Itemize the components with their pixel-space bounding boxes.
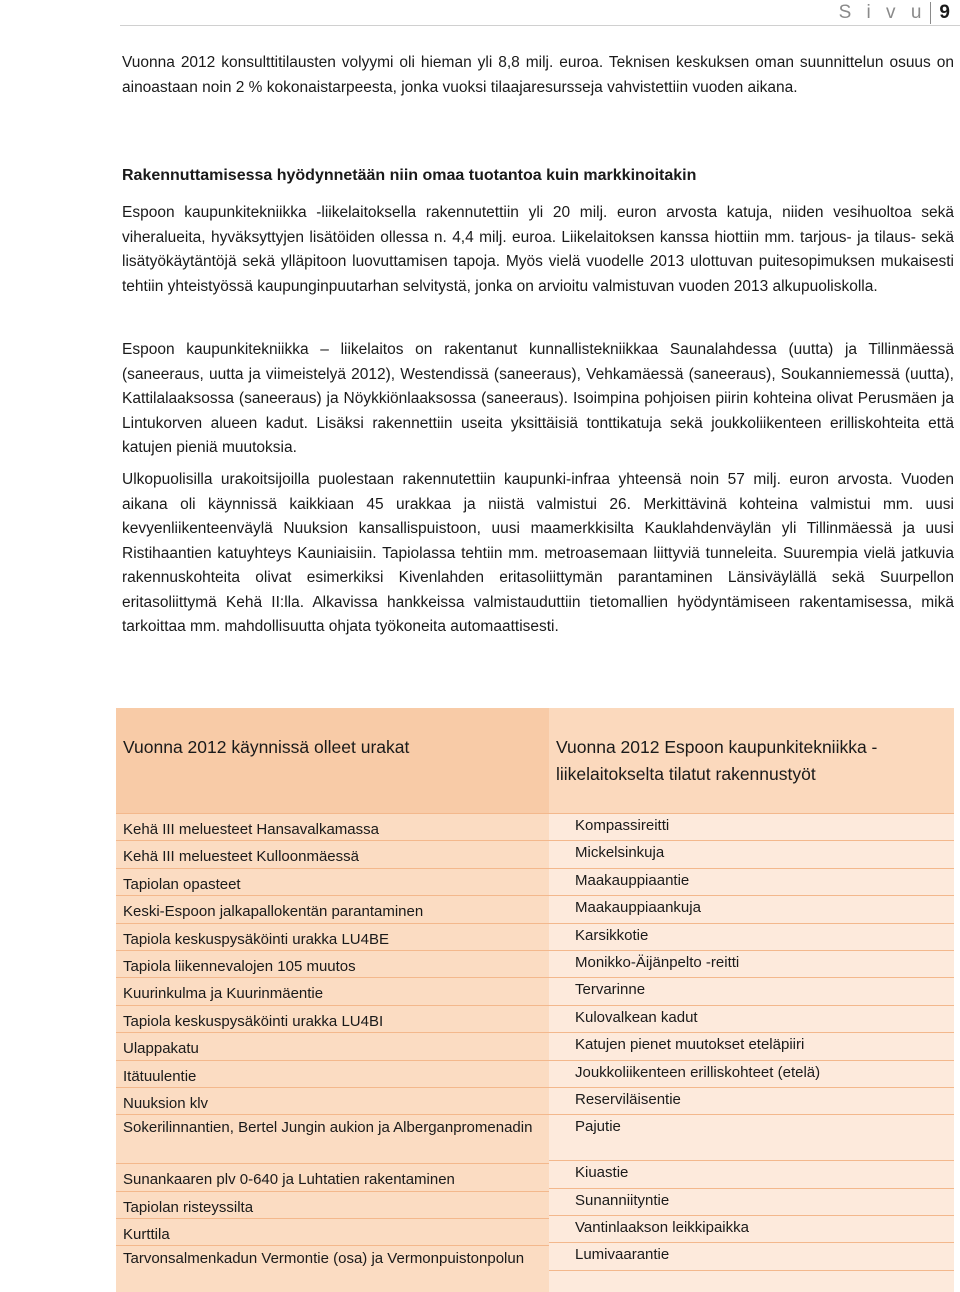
table-row: Keski-Espoon jalkapallokentän parantaminen	[116, 896, 549, 923]
table-row: Ulappakatu	[116, 1033, 549, 1060]
table-row: Reserviläisentie	[549, 1088, 954, 1115]
table-row: Sunankaaren plv 0-640 ja Luhtatien rakentaminen	[116, 1164, 549, 1191]
table-row: Sokerilinnantien, Bertel Jungin aukion ja Alberganpromenadin	[116, 1115, 549, 1164]
paragraph-text: Espoon kaupunkitekniikka – liikelaitos on rakentanut kunnallistekniikkaa Saunalahdessa (uutta) ja Tillinmäessä (saneeraus, uutta ja viimeistelyä 2012), Westendissä (saneeraus), Vehkamäessä (saneeraus), Soukanniemessä (uutta), Kattilalaaksossa (saneeraus) ja Nöykkiönlaaksossa (saneeraus). Isoimpina pohjoisen piirin kohteina olivat Perusmäen ja Lintukorven alueen kadut. Lisäksi rakennettiin useita yksittäisiä tonttikatuja sekä joukkoliikenteen erilliskohteita että katujen pieniä muutoksia.	[122, 341, 954, 456]
table-row: Kulovalkean kadut	[549, 1006, 954, 1033]
table-row: Tapiolan opasteet	[116, 869, 549, 896]
table-row: Tarvonsalmenkadun Vermontie (osa) ja Vermonpuistonpolun	[116, 1246, 549, 1292]
table-row: Kiuastie	[549, 1161, 954, 1188]
paragraph-infrastructure	[122, 338, 954, 461]
orders-column	[549, 708, 954, 1292]
page-number: 9	[939, 2, 950, 23]
header-rule	[120, 25, 960, 26]
table-row: Vantinlaakson leikkipaikka	[549, 1216, 954, 1243]
paragraph-text: Vuonna 2012 konsulttitilausten volyymi oli hieman yli 8,8 milj. euroa. Teknisen keskuksen oman suunnittelun osuus on ainoastaan noin 2 % kokonaistarpeesta, jonka vuoksi tilaajaresursseja vahvistettiin vuoden aikana.	[122, 54, 954, 96]
table-row: Kompassireitti	[549, 814, 954, 841]
table-row: Tapiola keskuspysäköinti urakka LU4BI	[116, 1006, 549, 1033]
paragraph-text: Espoon kaupunkitekniikka -liikelaitoksella rakennutettiin yli 20 milj. euron arvosta katuja, niiden vesihuoltoa sekä viheralueita, hyväksyttyjen lisätöiden ollessa n. 4,4 milj. euroa. Liikelaitoksen kanssa hiottiin mm. tarjous- ja tilaus- sekä lisätyökäytäntöjä sekä ylläpitoon luovuttamisen tapoja. Myös vielä vuodelle 2013 ulottuvan puitesopimuksen mukaisesti tehtiin yhteistyössä kaupunginpuutarhan selvitystä, jonka on arvioitu valmistuvan vuoden 2013 alkupuoliskolla.	[122, 204, 954, 295]
paragraph-contractors	[122, 468, 954, 640]
table-row: Maakauppiaankuja	[549, 896, 954, 923]
section-heading: Rakennuttamisessa hyödynnetään niin omaa tuotantoa kuin markkinoitakin	[122, 167, 697, 184]
table-row: Pajutie	[549, 1115, 954, 1161]
projects-table	[116, 708, 954, 1292]
table-row: Monikko-Äijänpelto -reitti	[549, 951, 954, 978]
table-row: Kurttila	[116, 1219, 549, 1246]
table-row: Itätuulentie	[116, 1061, 549, 1088]
paragraph-consulting	[122, 51, 954, 100]
paragraph-text: Ulkopuolisilla urakoitsijoilla puolestaan rakennutettiin kaupunki-infraa yhteensä noin 57 milj. euron arvosta. Vuoden aikana oli käynnissä kaikkiaan 45 urakkaa ja niistä valmistui 26. Merkittävinä kohteina valmistui mm. uusi kevyenliikenteenväylä Nuuksion kansallispuistoon, uusi maamerkkisilta Kauklahdenväylän yli Tillinmäessä ja uusi Ristihaantien katuyhteys Kauniaisiin. Tapiolassa tehtiin mm. metroasemaan liittyviä tunneleita. Suurempia vielä jatkuvia rakennuskohteita olivat esimerkiksi Kivenlahden eritasoliittymän parantaminen Länsiväylällä sekä Suurpellon eritasoliittymä Kehä II:lla. Alkavissa hankkeissa valmistauduttiin tietomallien hyödyntämiseen rakentamisessa, mikä tarkoittaa mm. mahdollisuutta ohjata työkoneita automaattisesti.	[122, 471, 954, 635]
table-row: Mickelsinkuja	[549, 841, 954, 868]
table-row: Karsikkotie	[549, 924, 954, 951]
table-row: Tapiola keskuspysäköinti urakka LU4BE	[116, 924, 549, 951]
page-label: S i v u	[838, 2, 927, 23]
page-header	[839, 2, 950, 24]
contracts-column-header: Vuonna 2012 käynnissä olleet urakat	[116, 708, 549, 814]
paragraph-commissioning	[122, 201, 954, 299]
table-row: Katujen pienet muutokset eteläpiiri	[549, 1033, 954, 1060]
orders-column-header: Vuonna 2012 Espoon kaupunkitekniikka -liikelaitokselta tilatut rakennustyöt	[549, 708, 954, 814]
table-row: Nuuksion klv	[116, 1088, 549, 1115]
contracts-column	[116, 708, 549, 1292]
table-row: Tervarinne	[549, 978, 954, 1005]
table-row: Lumivaarantie	[549, 1243, 954, 1270]
table-row: Kehä III meluesteet Hansavalkamassa	[116, 814, 549, 841]
table-row: Kehä III meluesteet Kulloonmäessä	[116, 841, 549, 868]
table-row: Tapiola liikennevalojen 105 muutos	[116, 951, 549, 978]
header-divider	[930, 2, 931, 24]
table-row: Kuurinkulma ja Kuurinmäentie	[116, 978, 549, 1005]
table-row: Sunanniityntie	[549, 1189, 954, 1216]
table-row: Joukkoliikenteen erilliskohteet (etelä)	[549, 1061, 954, 1088]
table-row: Tapiolan risteyssilta	[116, 1192, 549, 1219]
table-row: Maakauppiaantie	[549, 869, 954, 896]
